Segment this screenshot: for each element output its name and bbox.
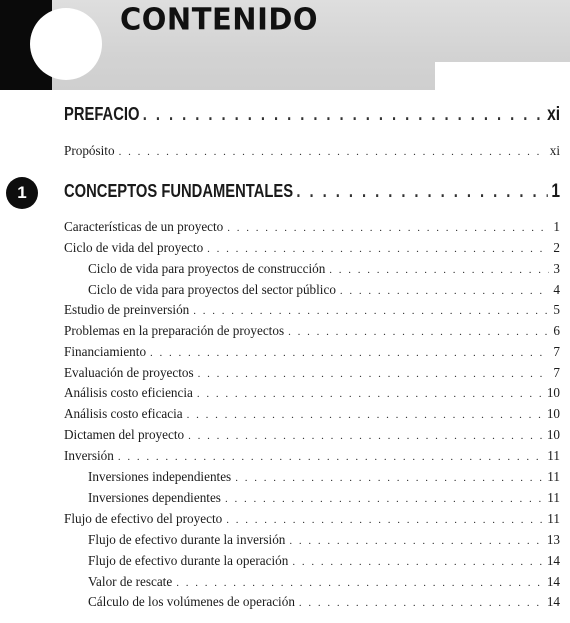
toc-subentry[interactable] bbox=[88, 574, 560, 590]
toc-entry-label: Estudio de preinversión bbox=[64, 302, 190, 317]
toc-entry[interactable] bbox=[64, 344, 560, 360]
page-title: CONTENIDO bbox=[120, 1, 319, 37]
toc-entry-page: 7 bbox=[553, 365, 560, 380]
toc-entry-label: Dictamen del proyecto bbox=[64, 427, 185, 442]
toc-entry-label: PREFACIO bbox=[64, 104, 140, 124]
toc-entry-page: 13 bbox=[546, 532, 560, 547]
toc-entry-page: 3 bbox=[553, 261, 560, 276]
toc-entry-page: xi bbox=[549, 143, 560, 158]
toc-entry-page: 11 bbox=[547, 448, 560, 463]
toc-entry-page: 11 bbox=[547, 469, 560, 484]
dot-leader bbox=[227, 222, 549, 234]
toc-subentry[interactable] bbox=[88, 594, 560, 610]
toc-entry-page: 11 bbox=[547, 511, 560, 526]
toc-entry-page: 2 bbox=[553, 240, 560, 255]
toc-entry-page: 5 bbox=[553, 302, 560, 317]
toc-entry[interactable] bbox=[64, 448, 560, 464]
dot-leader bbox=[198, 368, 550, 380]
toc-entry-page: 10 bbox=[546, 385, 560, 400]
toc-entry-label: Ciclo de vida del proyecto bbox=[64, 240, 204, 255]
toc-entry-label: Flujo de efectivo durante la inversión bbox=[88, 532, 286, 547]
toc-entry-page: 10 bbox=[546, 427, 560, 442]
header-circle-decoration bbox=[30, 8, 102, 80]
dot-leader bbox=[226, 514, 543, 526]
toc-entry[interactable] bbox=[64, 427, 560, 443]
toc-entry-page: 14 bbox=[546, 574, 560, 589]
toc-entry-proposito[interactable] bbox=[64, 143, 560, 159]
toc-entry[interactable] bbox=[64, 511, 560, 527]
toc-entry-label: Inversiones independientes bbox=[88, 469, 232, 484]
toc-entry-page: 11 bbox=[547, 490, 560, 505]
toc-entry-page: 10 bbox=[546, 406, 560, 421]
toc-entry-chapter-1[interactable] bbox=[64, 181, 560, 203]
toc-entry[interactable] bbox=[64, 302, 560, 318]
toc-entry-label: Valor de rescate bbox=[88, 574, 173, 589]
header-band bbox=[0, 0, 570, 90]
toc-entry[interactable] bbox=[64, 406, 560, 422]
toc-entry-label: Cálculo de los volúmenes de operación bbox=[88, 594, 295, 609]
toc-entry-label: Financiamiento bbox=[64, 344, 147, 359]
dot-leader bbox=[225, 493, 543, 505]
dot-leader bbox=[288, 326, 549, 338]
dot-leader bbox=[143, 104, 544, 125]
dot-leader bbox=[119, 146, 546, 158]
toc-subentry[interactable] bbox=[88, 532, 560, 548]
toc-entry-label: Análisis costo eficacia bbox=[64, 406, 183, 421]
dot-leader bbox=[207, 243, 549, 255]
dot-leader bbox=[150, 347, 549, 359]
dot-leader bbox=[193, 305, 549, 317]
toc-entry-page: 1 bbox=[551, 181, 561, 202]
toc-subentry[interactable] bbox=[88, 553, 560, 569]
toc-entry-page: 7 bbox=[553, 344, 560, 359]
toc-entry[interactable] bbox=[64, 365, 560, 381]
bleed-through-text bbox=[305, 28, 570, 41]
toc-entry-label: Inversión bbox=[64, 448, 114, 463]
toc-entry[interactable] bbox=[64, 219, 560, 235]
toc-subentry[interactable] bbox=[88, 261, 560, 277]
toc-entry-label: Características de un proyecto bbox=[64, 219, 224, 234]
toc-entry-label: CONCEPTOS FUNDAMENTALES bbox=[64, 181, 294, 201]
toc-entry-label: Ciclo de vida para proyectos de construcción bbox=[88, 261, 326, 276]
toc-subentry[interactable] bbox=[88, 469, 560, 485]
header-white-patch bbox=[435, 62, 570, 90]
dot-leader bbox=[299, 597, 543, 609]
dot-leader bbox=[188, 430, 543, 442]
dot-leader bbox=[176, 577, 543, 589]
toc-entry[interactable] bbox=[64, 240, 560, 256]
toc-entry[interactable] bbox=[64, 385, 560, 401]
dot-leader bbox=[235, 472, 543, 484]
dot-leader bbox=[329, 264, 549, 276]
toc-entry-prefacio[interactable] bbox=[64, 104, 560, 126]
toc-entry-page: 4 bbox=[553, 282, 560, 297]
toc-entry-page: 14 bbox=[546, 553, 560, 568]
chapter-number-badge: 1 bbox=[6, 177, 38, 209]
toc-entry-label: Problemas en la preparación de proyectos bbox=[64, 323, 285, 338]
toc-entry-page: 14 bbox=[546, 594, 560, 609]
dot-leader bbox=[289, 535, 542, 547]
dot-leader bbox=[296, 181, 548, 202]
toc-entry-page: 6 bbox=[553, 323, 560, 338]
dot-leader bbox=[118, 451, 543, 463]
toc-entry-label: Evaluación de proyectos bbox=[64, 365, 194, 380]
toc-entry-label: Ciclo de vida para proyectos del sector público bbox=[88, 282, 336, 297]
dot-leader bbox=[292, 556, 543, 568]
dot-leader bbox=[197, 388, 543, 400]
dot-leader bbox=[187, 409, 543, 421]
toc-entry-page: xi bbox=[547, 104, 561, 125]
toc-entry-label: Flujo de efectivo del proyecto bbox=[64, 511, 223, 526]
toc-entry-label: Propósito bbox=[64, 143, 115, 158]
toc-subentry[interactable] bbox=[88, 282, 560, 298]
toc-entry-page: 1 bbox=[553, 219, 560, 234]
toc-entry-label: Inversiones dependientes bbox=[88, 490, 221, 505]
toc-subentry[interactable] bbox=[88, 490, 560, 506]
toc-entry-label: Flujo de efectivo durante la operación bbox=[88, 553, 289, 568]
toc-entry[interactable] bbox=[64, 323, 560, 339]
dot-leader bbox=[340, 285, 549, 297]
toc-entry-label: Análisis costo eficiencia bbox=[64, 385, 193, 400]
